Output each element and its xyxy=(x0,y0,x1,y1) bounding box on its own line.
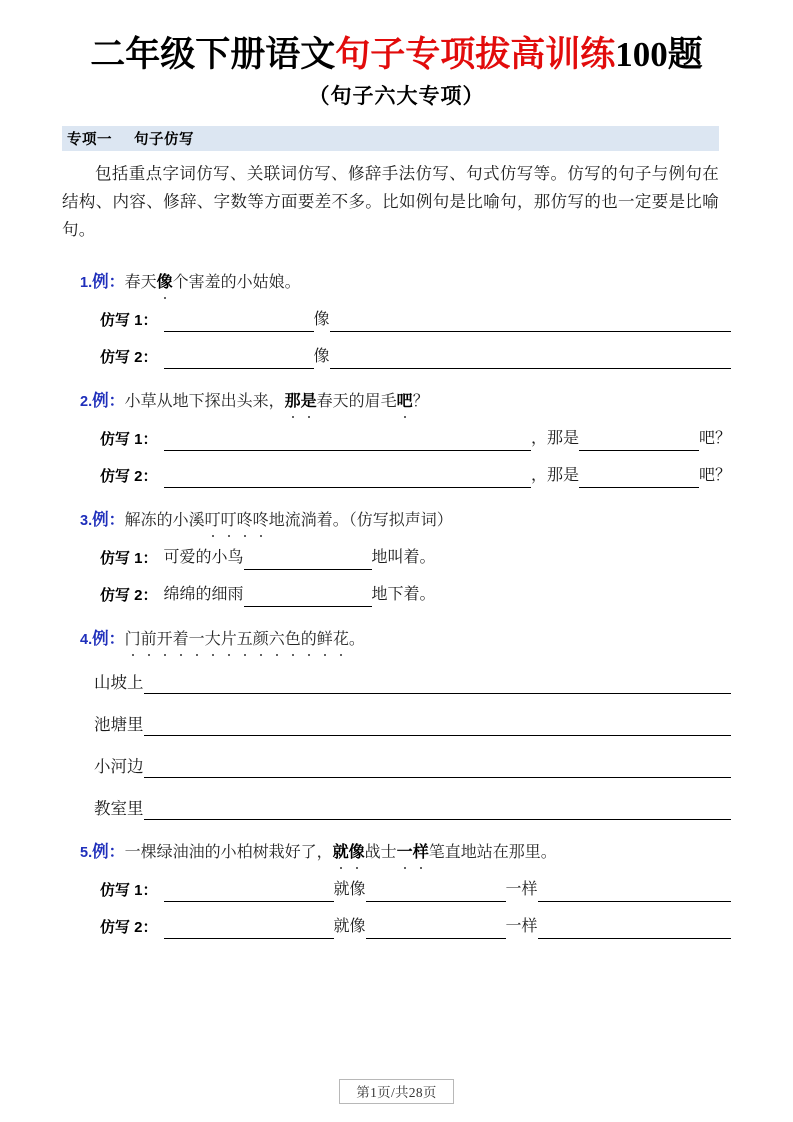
example-emphasis-4: 门前开着一大片五颜六色的鲜花 xyxy=(125,631,349,648)
answer-row xyxy=(62,428,731,451)
answer-row xyxy=(62,879,731,902)
answer-row xyxy=(62,309,731,332)
example-colon-3: ： xyxy=(108,512,125,530)
example-text-mid-2: 春天的眉毛 xyxy=(316,393,397,411)
example-sentence-2 xyxy=(62,389,731,414)
title-prefix: 二年级下册语文 xyxy=(90,35,336,74)
example-text-post-5: 笔直地站在那里。 xyxy=(428,844,557,862)
answer-label: 仿写 2： xyxy=(100,919,158,937)
prompt-label: 教室里 xyxy=(94,799,144,819)
item-number-5: 5. xyxy=(80,845,93,862)
prompt-row xyxy=(62,711,731,736)
item-number-3: 3. xyxy=(80,513,93,530)
exercise-item-3 xyxy=(62,508,731,607)
blank-field[interactable] xyxy=(144,760,732,778)
blank-field[interactable] xyxy=(579,433,699,451)
blank-field[interactable] xyxy=(330,351,731,369)
blank-field[interactable] xyxy=(144,802,732,820)
blank-field[interactable] xyxy=(579,470,699,488)
answer-tail-text: 一样 xyxy=(505,918,538,936)
blank-field[interactable] xyxy=(366,884,506,902)
blank-field[interactable] xyxy=(164,314,314,332)
answer-lead-text: 绵绵的细雨 xyxy=(163,586,244,604)
blank-field[interactable] xyxy=(330,314,731,332)
answer-tail-text: 吧？ xyxy=(698,467,731,485)
answer-tail-text: 地叫着。 xyxy=(371,549,436,567)
example-emphasis-1: 像 xyxy=(157,271,173,295)
example-emphasis2-2: 吧 xyxy=(397,390,413,414)
page-subtitle: （句子六大专项） xyxy=(308,84,485,109)
page-title xyxy=(62,34,731,75)
answer-label: 仿写 2： xyxy=(100,587,158,605)
blank-field[interactable] xyxy=(538,884,731,902)
blank-field[interactable] xyxy=(244,589,372,607)
blank-field[interactable] xyxy=(164,921,334,939)
exercise-item-2 xyxy=(62,389,731,488)
blank-field[interactable] xyxy=(144,718,732,736)
exercise-item-5 xyxy=(62,840,731,939)
blank-field[interactable] xyxy=(144,676,732,694)
prompt-row xyxy=(62,669,731,694)
title-block xyxy=(62,0,731,110)
example-text-post-4: 。 xyxy=(348,631,365,649)
example-colon-5: ： xyxy=(108,844,125,862)
example-sentence-4 xyxy=(62,627,731,652)
example-text-pre-1: 春天 xyxy=(124,274,157,292)
example-label-1: 例 xyxy=(92,272,109,292)
answer-mid-text: ，那是 xyxy=(530,430,579,448)
example-text-pre-3: 解冻的小溪 xyxy=(124,512,205,530)
item-number-2: 2. xyxy=(80,394,93,411)
example-emphasis2-5: 一样 xyxy=(397,844,429,861)
page-footer xyxy=(0,1079,793,1104)
blank-field[interactable] xyxy=(164,470,531,488)
answer-label: 仿写 1： xyxy=(100,312,158,330)
section-intro-paragraph: 包括重点字词仿写、关联词仿写、修辞手法仿写、句式仿写等。仿写的句子与例句在结构、内容、修辞、字数等方面要差不多。比如例句是比喻句，那仿写的也一定要是比喻句。 xyxy=(62,164,719,240)
blank-field[interactable] xyxy=(164,884,334,902)
item-number-4: 4. xyxy=(80,632,93,649)
example-label-2: 例 xyxy=(92,391,109,411)
example-text-post-3: 地流淌着。（仿写拟声词） xyxy=(268,512,453,530)
example-text-pre-2: 小草从地下探出头来， xyxy=(124,393,285,411)
answer-label: 仿写 2： xyxy=(100,349,158,367)
blank-field[interactable] xyxy=(164,351,314,369)
blank-field[interactable] xyxy=(244,552,372,570)
page-number: 第1页/共28页 xyxy=(339,1079,453,1104)
answer-label: 仿写 1： xyxy=(100,431,158,449)
answer-lead-text: 可爱的小鸟 xyxy=(163,549,244,567)
answer-label: 仿写 1： xyxy=(100,882,158,900)
blank-field[interactable] xyxy=(164,433,531,451)
exercise-item-4 xyxy=(62,627,731,820)
section-title: 句子仿写 xyxy=(134,132,194,149)
answer-mid-text: ，那是 xyxy=(530,467,579,485)
answer-tail-text: 地下着。 xyxy=(371,586,436,604)
answer-label: 仿写 2： xyxy=(100,468,158,486)
prompt-label: 山坡上 xyxy=(94,673,144,693)
exercise-item-1 xyxy=(62,270,731,369)
answer-row xyxy=(62,465,731,488)
blank-field[interactable] xyxy=(366,921,506,939)
section-header-bar xyxy=(62,126,719,151)
title-suffix: 100题 xyxy=(615,35,703,74)
answer-row xyxy=(62,547,731,570)
example-text-mid-5: 战士 xyxy=(364,844,397,862)
answer-mid-text: 就像 xyxy=(333,918,366,936)
example-label-4: 例 xyxy=(92,629,109,649)
prompt-row xyxy=(62,795,731,820)
example-text-pre-5: 一棵绿油油的小柏树栽好了， xyxy=(124,844,333,862)
answer-label: 仿写 1： xyxy=(100,550,158,568)
example-emphasis-5: 就像 xyxy=(333,844,365,861)
prompt-label: 池塘里 xyxy=(94,715,144,735)
example-sentence-3 xyxy=(62,508,731,533)
example-text-post-1: 个害羞的小姑娘。 xyxy=(172,274,301,292)
example-sentence-5 xyxy=(62,840,731,865)
example-colon-1: ： xyxy=(108,274,125,292)
answer-mid-text: 就像 xyxy=(333,881,366,899)
answer-row xyxy=(62,916,731,939)
section-label: 专项一 xyxy=(67,132,112,149)
example-text-post-2: ？ xyxy=(412,393,429,411)
answer-row xyxy=(62,584,731,607)
example-emphasis-2: 那是 xyxy=(285,393,317,410)
prompt-row xyxy=(62,753,731,778)
example-colon-4: ： xyxy=(108,631,125,649)
prompt-label: 小河边 xyxy=(94,757,144,777)
blank-field[interactable] xyxy=(538,921,731,939)
example-emphasis-3: 叮叮咚咚 xyxy=(205,512,269,529)
answer-mid-text: 像 xyxy=(313,348,330,366)
answer-tail-text: 吧？ xyxy=(698,430,731,448)
title-highlight: 句子专项拔高训练 xyxy=(335,35,616,74)
answer-tail-text: 一样 xyxy=(505,881,538,899)
item-number-1: 1. xyxy=(80,275,93,292)
example-colon-2: ： xyxy=(108,393,125,411)
example-sentence-1 xyxy=(62,270,731,295)
answer-mid-text: 像 xyxy=(313,311,330,329)
example-label-5: 例 xyxy=(92,842,109,862)
answer-row xyxy=(62,346,731,369)
example-label-3: 例 xyxy=(92,510,109,530)
